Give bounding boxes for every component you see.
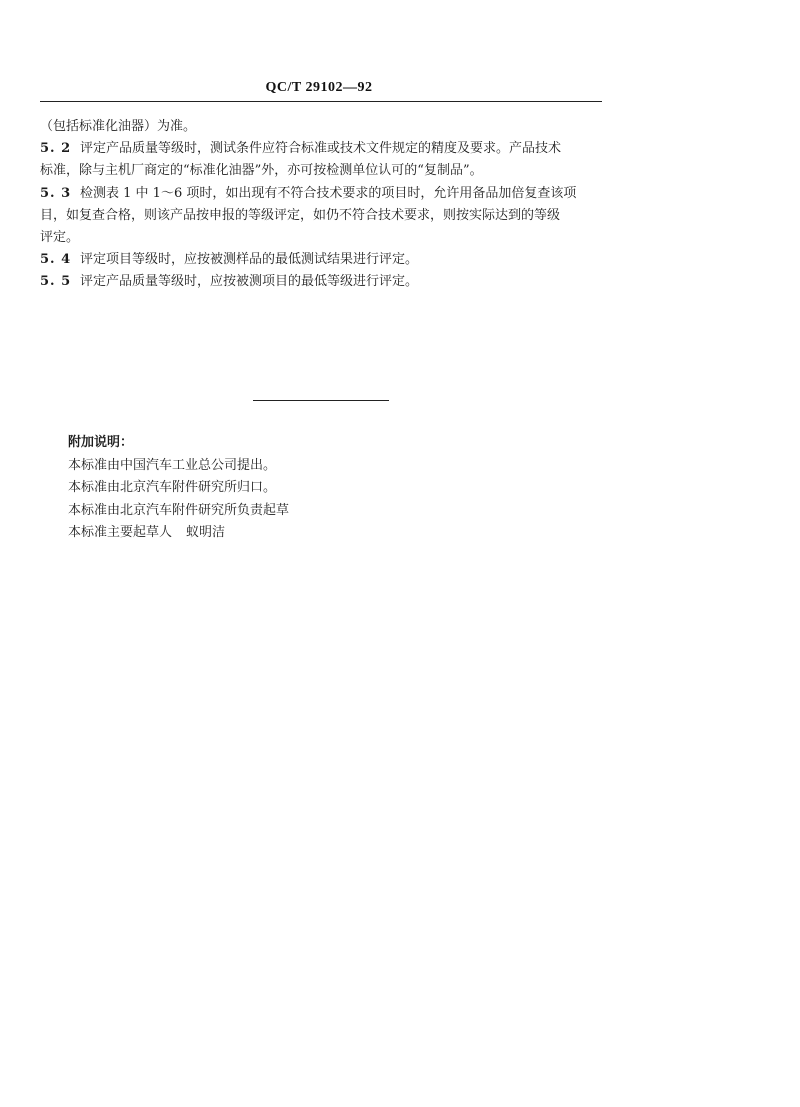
notes-title: 附加说明：	[68, 435, 134, 450]
clause-5-4-text: 评定项目等级时，应按被测样品的最低测试结果进行评定。	[80, 252, 419, 268]
additional-notes	[68, 432, 488, 545]
drafter-label: 本标准主要起草人	[68, 525, 173, 541]
continuation-line: （包括标准化油器）为准。	[40, 119, 197, 134]
clause-5-3-text-c: 评定。	[40, 229, 80, 245]
notes-line-1: 本标准由中国汽车工业总公司提出。	[68, 457, 277, 473]
clause-5-3-number: 5. 3	[40, 185, 72, 201]
notes-line-3: 本标准由北京汽车附件研究所负责起草	[68, 502, 290, 518]
clause-5-5-line	[40, 271, 606, 293]
clause-5-3-text-a: 检测表 1 中 1～6 项时，如出现有不符合技术要求的项目时，允许用备品加倍复查该项	[80, 185, 577, 201]
clause-5-2-number: 5. 2	[40, 141, 72, 157]
clause-5-4-line	[40, 249, 606, 271]
standard-code-header: QC/T 29102—92	[265, 80, 373, 95]
clause-5-2-text-a: 评定产品质量等级时，测试条件应符合标准或技术文件规定的精度及要求。产品技术	[80, 141, 562, 157]
clause-5-3-text-b: 目，如复查合格，则该产品按申报的等级评定，如仍不符合技术要求，则按实际达到的等级	[40, 207, 561, 223]
clause-5-5-number: 5. 5	[40, 274, 72, 290]
clause-5-5-text: 评定产品质量等级时，应按被测项目的最低等级进行评定。	[80, 274, 419, 290]
notes-line-4	[68, 522, 488, 545]
section-divider	[253, 400, 389, 401]
clauses-section	[40, 116, 606, 294]
clause-5-4-number: 5. 4	[40, 252, 72, 268]
notes-line-2: 本标准由北京汽车附件研究所归口。	[68, 480, 277, 496]
header-rule	[40, 101, 602, 102]
clause-5-2-line-1	[40, 138, 606, 160]
drafter-name: 蚁明洁	[186, 525, 226, 541]
clause-5-3-line-1	[40, 183, 606, 205]
clause-5-2-text-b: 标准，除与主机厂商定的“标准化油器”外，亦可按检测单位认可的“复制品”。	[40, 163, 483, 179]
